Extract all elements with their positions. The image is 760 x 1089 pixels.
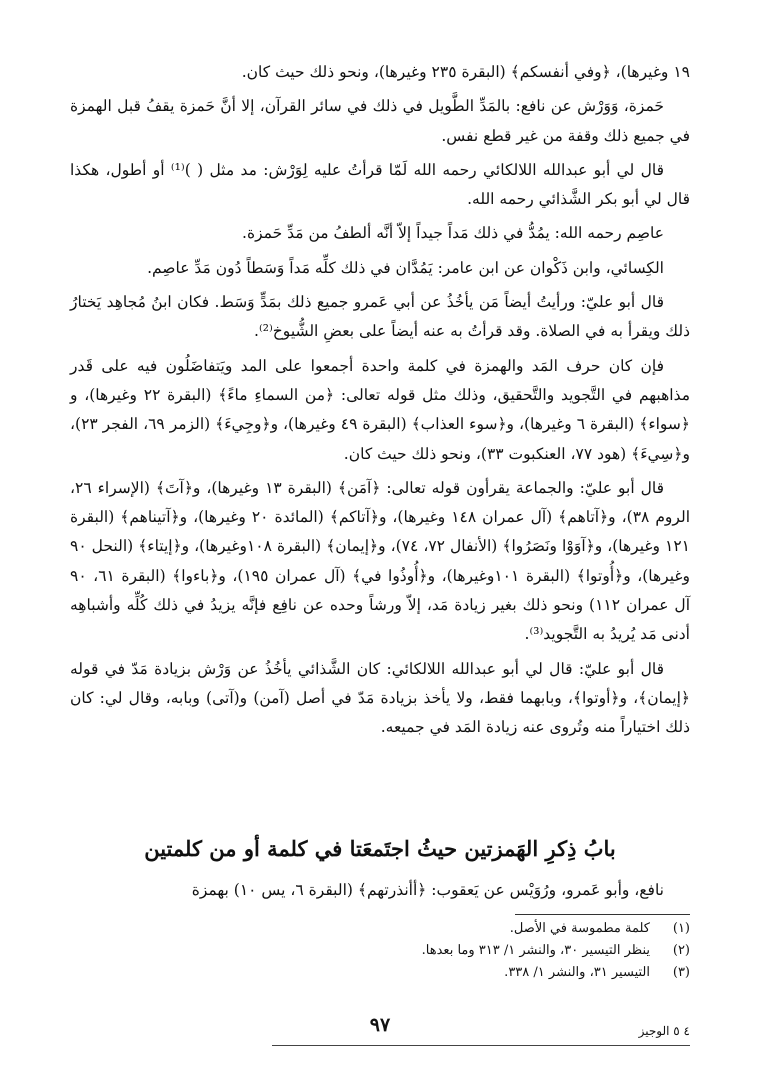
paragraph-3: قال لي أبو عبدالله اللالكائي رحمه الله لَمّا قرأتُ عليه لِوَرْش: مد مثل ( )⁽¹⁾ أو أطول، هكذا قال لي أبو بكر الشَّذائي رحمه الله. — [70, 160, 690, 209]
paragraph-5: الكِسائي، وابن ذَكْوان عن ابن عامر: يَمُدَّان في ذلك كلِّه مَداً وَسَطاً دُون مَدِّ عاصِم. — [147, 258, 664, 277]
footnote-number: (١) — [672, 921, 690, 936]
footnote-2 — [70, 940, 690, 962]
chapter-lead: نافع، وأبو عَمرو، ورُوَيْس عن يَعقوب: ﴿أأنذرتهم﴾ (البقرة ٦، يس ١٠) بهمزة — [191, 881, 664, 899]
footnote-number: (٢) — [672, 943, 690, 958]
paragraph-4: عاصِم رحمه الله: يمُدُّ في ذلك مَداً جيداً إلاّ أنَّه ألطفُ من مَدِّ حَمزة. — [242, 224, 664, 243]
paragraph-7: فإن كان حرف المَد والهمزة في كلمة واحدة أجمعوا على المد ويَتفاضَلُون فيه على قَدر مذاهبهم في التَّجويد والتَّحقيق، وذلك مثل قوله تعالى: ﴿من السماءِ ماءً﴾ (البقرة ٢٢ وغيرها)، و ﴿سواء﴾ (البقرة ٦ وغيرها)، و﴿سوء العذاب﴾ (البقرة ٤٩ وغيرها)، و﴿وجِيءَ﴾ (الزمر ٦٩، الفجر ٢٣)، و﴿سِيءَ﴾ (هود ٧٧، العنكبوت ٣٣)، ونحو ذلك حيث كان. — [70, 356, 691, 463]
chapter-title: بابُ ذِكرِ الهَمزتين حيثُ اجتَمعَتا في كلمة أو من كلمتين — [144, 836, 616, 861]
footer-divider — [272, 1045, 690, 1046]
footnote-3 — [70, 962, 690, 984]
footnote-number: (٣) — [672, 965, 690, 980]
footnote-text: التيسير ٣١، والنشر ١/ ٣٣٨. — [504, 965, 650, 980]
footnote-text: كلمة مطموسة في الأصل. — [509, 921, 650, 936]
body-text — [70, 58, 690, 748]
footnote-text: ينظر التيسير ٣٠، والنشر ١/ ٣١٣ وما بعدها. — [421, 943, 650, 958]
paragraph-9: قال أبو عليّ: قال لي أبو عبدالله اللالكائي: كان الشَّذائي يأخُذُ عن وَرْش بزيادة مَدّ في قوله ﴿إيمان﴾، و﴿أوتوا﴾، وبابهما فقط، ولا يأخذ بزيادة مَدّ في أصل (آمن) و(آتى) وبابه، وقال لي: كان ذلك اختياراً منه وتُروى عنه زيادة المَد في جميعه. — [70, 659, 690, 737]
paragraph-6: قال أبو عليّ: ورأيتُ أيضاً مَن يأخُذُ عن أبي عَمرو جميع ذلك بمَدٍّ وَسَط. فكان ابنُ مُجاهِد يَختارُ ذلك ويقرأ به في الصلاة. وقد قرأتُ به عنه أيضاً على بعضِ الشُّيوخ⁽²⁾. — [70, 293, 690, 341]
footnote-1 — [70, 918, 690, 940]
footnotes — [70, 918, 690, 984]
signature-mark: ٤ ٥ الوجيز — [638, 1024, 690, 1038]
paragraph-1: ١٩ وغيرها)، ﴿وفي أنفسكم﴾ (البقرة ٢٣٥ وغيرها)، ونحو ذلك حيث كان. — [241, 63, 690, 81]
paragraph-8: قال أبو عليّ: والجماعة يقرأون قوله تعالى: ﴿آمَن﴾ (البقرة ١٣ وغيرها)، و﴿آتَ﴾ (الإسراء ٢٦، الروم ٣٨)، و﴿آتاهم﴾ (آل عمران ١٤٨ وغيرها)، و﴿آتاكم﴾ (المائدة ٢٠ وغيرها)، و﴿آتيناهم﴾ (البقرة ١٢١ وغيرها)، و﴿آوَوْا ونَصَرُوا﴾ (الأنفال ٧٢، ٧٤)، و﴿إيمان﴾ (البقرة ١٠٨وغيرها)، و﴿إيتاء﴾ (النحل ٩٠ وغيرها)، و﴿أُوتوا﴾ (البقرة ١٠١وغيرها)، و﴿أُوذُوا في﴾ (آل عمران ١٩٥)، و﴿باءوا﴾ (البقرة ٦١، ٩٠ آل عمران ١١٢) ونحو ذلك بغير زيادة مَد، إلاّ ورشاً وحده عن نافِع فإنَّه يزيدُ في ذلك كُلِّه وأشباهِه أدنى مَد يُريدُ به التَّجويد⁽³⁾. — [70, 478, 691, 644]
page-number: ٩٧ — [369, 1014, 391, 1036]
footnote-divider — [515, 914, 690, 915]
paragraph-2: حَمزة، وَوَرْش عن نافع: بالمَدِّ الطَّويل في ذلك في سائر القرآن، إلا أنَّ حَمزة يقفُ قبل الهمزة في جميع ذلك وقفة من غير قطع نفس. — [70, 97, 690, 145]
